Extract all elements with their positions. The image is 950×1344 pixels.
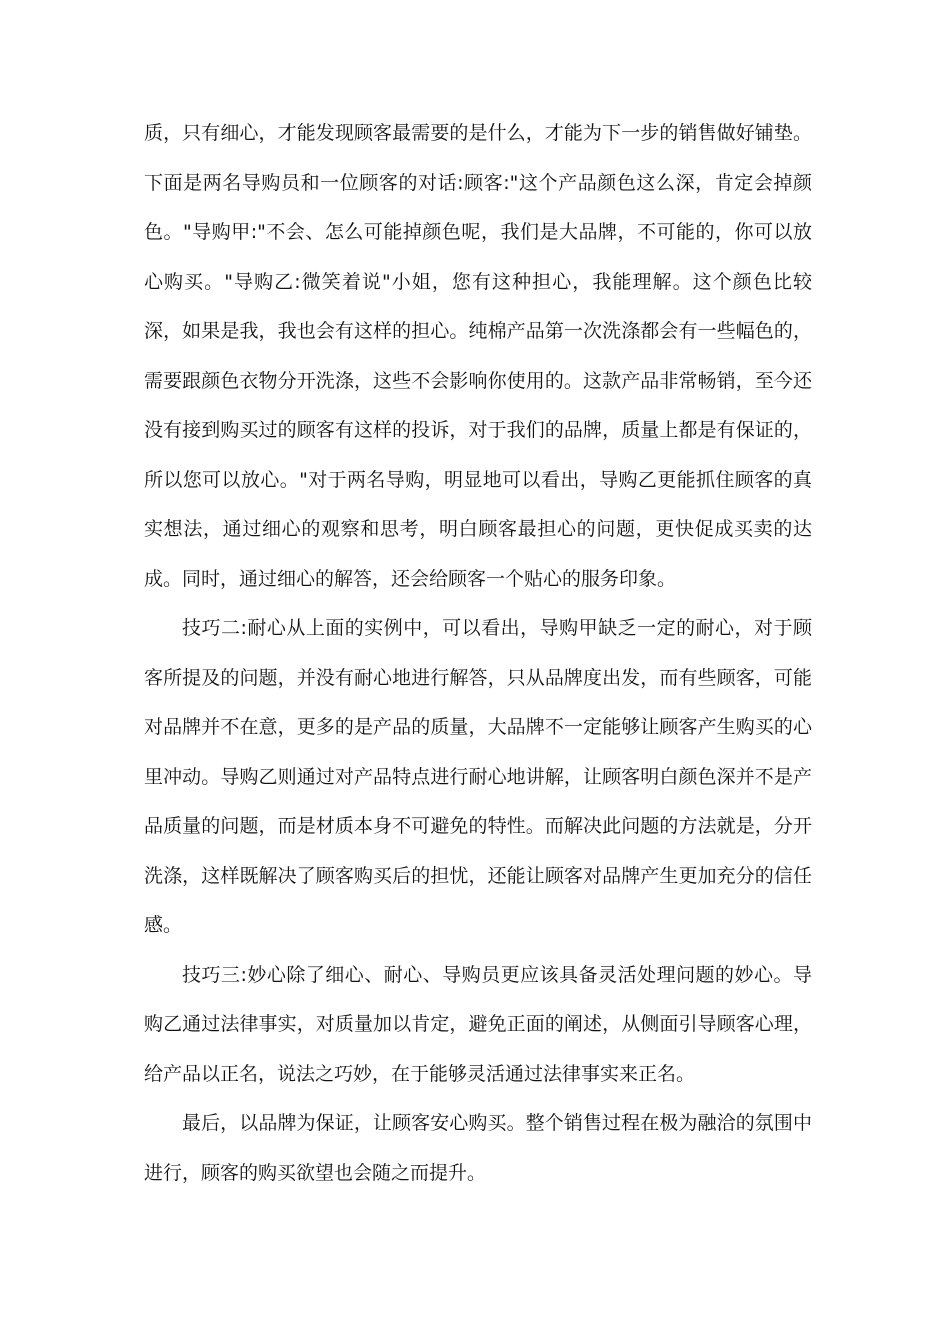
paragraph-dialogue: 质，只有细心，才能发现顾客最需要的是什么，才能为下一步的销售做好铺垫。下面是两名导购员和一位顾客的对话:顾客:"这个产品颜色这么深，肯定会掉颜色。"导购甲:"不会、怎么可能掉颜色呢，我们是大品牌，不可能的，你可以放心购买。"导购乙:微笑着说"小姐，您有这种担心，我能理解。这个颜色比较深，如果是我，我也会有这样的担心。纯棉产品第一次洗涤都会有一些幅色的，需要跟颜色衣物分开洗涤，这些不会影响你使用的。这款产品非常畅销，至今还没有接到购买过的顾客有这样的投诉，对于我们的品牌，质量上都是有保证的，所以您可以放心。"对于两名导购，明显地可以看出，导购乙更能抓住顾客的真实想法，通过细心的观察和思考，明白顾客最担心的问题，更快促成买卖的达成。同时，通过细心的解答，还会给顾客一个贴心的服务印象。 <box>144 122 812 590</box>
document-body <box>144 109 812 1198</box>
paragraph-technique-two: 技巧二:耐心从上面的实例中，可以看出，导购甲缺乏一定的耐心，对于顾客所提及的问题，并没有耐心地进行解答，只从品牌度出发，而有些顾客，可能对品牌并不在意，更多的是产品的质量，大品牌不一定能够让顾客产生购买的心里冲动。导购乙则通过对产品特点进行耐心地讲解，让顾客明白颜色深并不是产品质量的问题，而是材质本身不可避免的特性。而解决此问题的方法就是，分开洗涤，这样既解决了顾客购买后的担忧，还能让顾客对品牌产生更加充分的信任感。 <box>144 617 812 936</box>
paragraph-conclusion: 最后，以品牌为保证，让顾客安心购买。整个销售过程在极为融洽的氛围中进行，顾客的购买欲望也会随之而提升。 <box>144 1112 812 1184</box>
paragraph-technique-three: 技巧三:妙心除了细心、耐心、导购员更应该具备灵活处理问题的妙心。导购乙通过法律事实，对质量加以肯定，避免正面的阐述，从侧面引导顾客心理，给产品以正名，说法之巧妙，在于能够灵活通过法律事实来正名。 <box>144 963 812 1085</box>
